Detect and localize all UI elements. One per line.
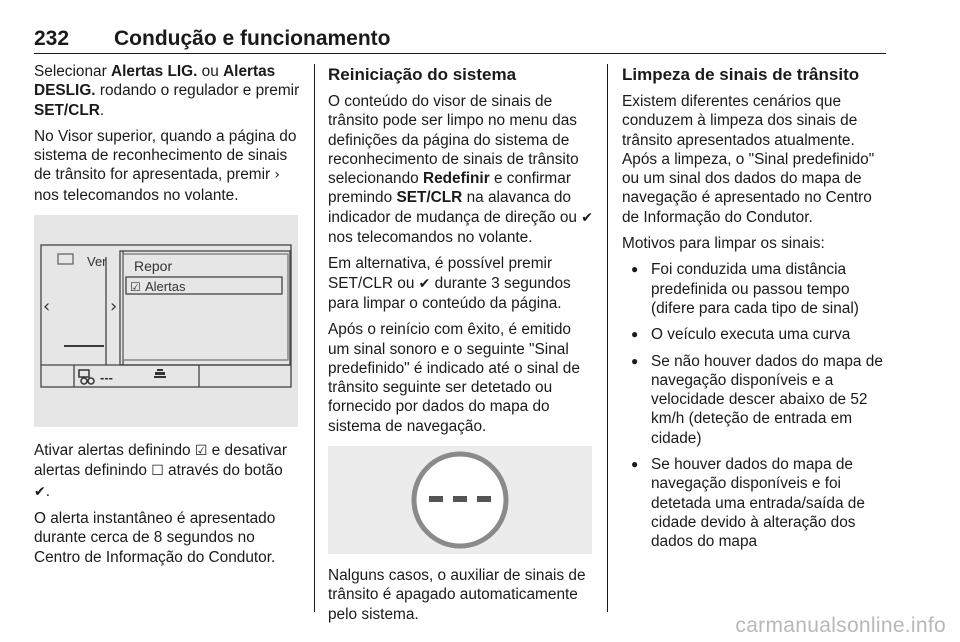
paragraph: Após o reinício com êxito, é emitido um sinal sonoro e o seguinte "Sinal predefinido" é indicado até o sinal de trânsito seguinte ser detetado ou fornecido por dados do mapa do sistema de navegação. bbox=[328, 321, 580, 435]
column-3 bbox=[622, 62, 888, 559]
text: O conteúdo do visor de sinais de trânsito pode ser limpo no menu das definições da página do sistema de reconhecimento de sinais de trânsito selecionando bbox=[328, 93, 579, 188]
text: ou bbox=[197, 63, 224, 80]
status-dashes: --- bbox=[100, 370, 113, 386]
page-header bbox=[34, 27, 886, 54]
text: No Visor superior, quando a página do sistema de reconhecimento de sinais de trânsito for apresentada, premir bbox=[34, 127, 297, 184]
column-2 bbox=[328, 62, 594, 631]
text: rodando o regulador e premir bbox=[95, 82, 300, 100]
paragraph bbox=[34, 62, 300, 120]
text: . bbox=[45, 482, 51, 500]
traffic-sign-camera-icon bbox=[79, 370, 94, 384]
menu-term: Alertas DESLIG. bbox=[34, 63, 276, 100]
right-arrow-icon: › bbox=[110, 296, 118, 318]
page-number: 232 bbox=[34, 27, 70, 50]
menu-item-repor: Repor bbox=[134, 258, 173, 275]
text: e desativar alertas definindo bbox=[34, 442, 287, 480]
paragraph: O alerta instantâneo é apresentado durante cerca de 8 segundos no Centro de Informação do Condutor. bbox=[34, 509, 276, 566]
paragraph bbox=[34, 441, 300, 502]
checkmark-icon: ✔ bbox=[34, 483, 46, 500]
text: através do botão bbox=[163, 462, 283, 480]
text: Selecionar bbox=[34, 63, 111, 80]
display-diagram bbox=[34, 215, 298, 427]
paragraph bbox=[34, 127, 300, 205]
checkmark-icon: ✔ bbox=[418, 275, 431, 292]
list-item: ● Foi conduzida uma distância predefinida ou passou tempo (difere para cada tipo de sinal) bbox=[622, 260, 888, 318]
button-term: SET/CLR bbox=[34, 101, 100, 119]
menu-term: Redefinir bbox=[422, 170, 490, 188]
paragraph: Motivos para limpar os sinais: bbox=[622, 235, 825, 253]
text: durante 3 segundos para limpar o conteúdo da página. bbox=[328, 274, 571, 312]
default-sign-icon bbox=[328, 446, 592, 554]
paragraph: Existem diferentes cenários que conduzem à limpeza dos sinais de trânsito apresentados atualmente. Após a limpeza, o "Sinal predefinido" ou um sinal dos dados do mapa de navegação é apresentado no Centro de Informação do Condutor. bbox=[622, 93, 875, 226]
vehicle-icon bbox=[154, 369, 166, 378]
paragraph: Nalguns casos, o auxiliar de sinais de trânsito é apagado automaticamente pelo sistema. bbox=[328, 567, 586, 623]
checkbox-checked-icon: ☑ bbox=[194, 443, 208, 460]
list-item: ● O veículo executa uma curva bbox=[622, 325, 888, 344]
checkmark-icon: ✔ bbox=[581, 209, 593, 226]
text: Ativar alertas definindo bbox=[34, 442, 195, 460]
paragraph bbox=[328, 254, 594, 313]
checkbox-unchecked-icon: ☐ bbox=[151, 463, 164, 480]
text: nos telecomandos no volante. bbox=[328, 229, 533, 247]
chapter-title: Condução e funcionamento bbox=[114, 27, 391, 50]
text: e confirmar premindo bbox=[328, 170, 571, 207]
default-sign-illustration bbox=[328, 446, 592, 554]
column-divider bbox=[314, 64, 315, 612]
paragraph bbox=[328, 92, 594, 247]
section-heading: Reiniciação do sistema bbox=[328, 65, 517, 84]
text: na alavanca do indicador de mudança de direção ou bbox=[328, 189, 582, 226]
text: Em alternativa, é possível premir SET/CLR ou bbox=[328, 255, 553, 292]
column-divider bbox=[607, 64, 608, 612]
list-item: ● Se houver dados do mapa de navegação disponíveis e foi detetada uma entrada/saída de cidade devido à alteração dos dados do mapa bbox=[622, 455, 888, 551]
column-1 bbox=[34, 62, 300, 574]
watermark: carmanualsonline.info bbox=[735, 614, 946, 637]
display-illustration bbox=[34, 215, 298, 427]
tab-label: Ver bbox=[87, 254, 107, 270]
list-item: ● Se não houver dados do mapa de navegação disponíveis e a velocidade descer abaixo de 52 km/h (deteção de entrada em cidade) bbox=[622, 352, 888, 448]
left-arrow-icon: ‹ bbox=[43, 296, 51, 318]
checkbox-checked-icon: ☑ bbox=[130, 280, 141, 295]
reasons-list bbox=[622, 260, 888, 551]
button-term: SET/CLR bbox=[396, 189, 463, 207]
section-heading: Limpeza de sinais de trânsito bbox=[622, 65, 860, 84]
menu-term: Alertas LIG. bbox=[111, 63, 198, 80]
chevron-right-icon: › bbox=[274, 167, 280, 184]
text: . bbox=[99, 101, 105, 119]
text: nos telecomandos no volante. bbox=[34, 186, 239, 204]
menu-item-alertas: Alertas bbox=[145, 279, 186, 295]
